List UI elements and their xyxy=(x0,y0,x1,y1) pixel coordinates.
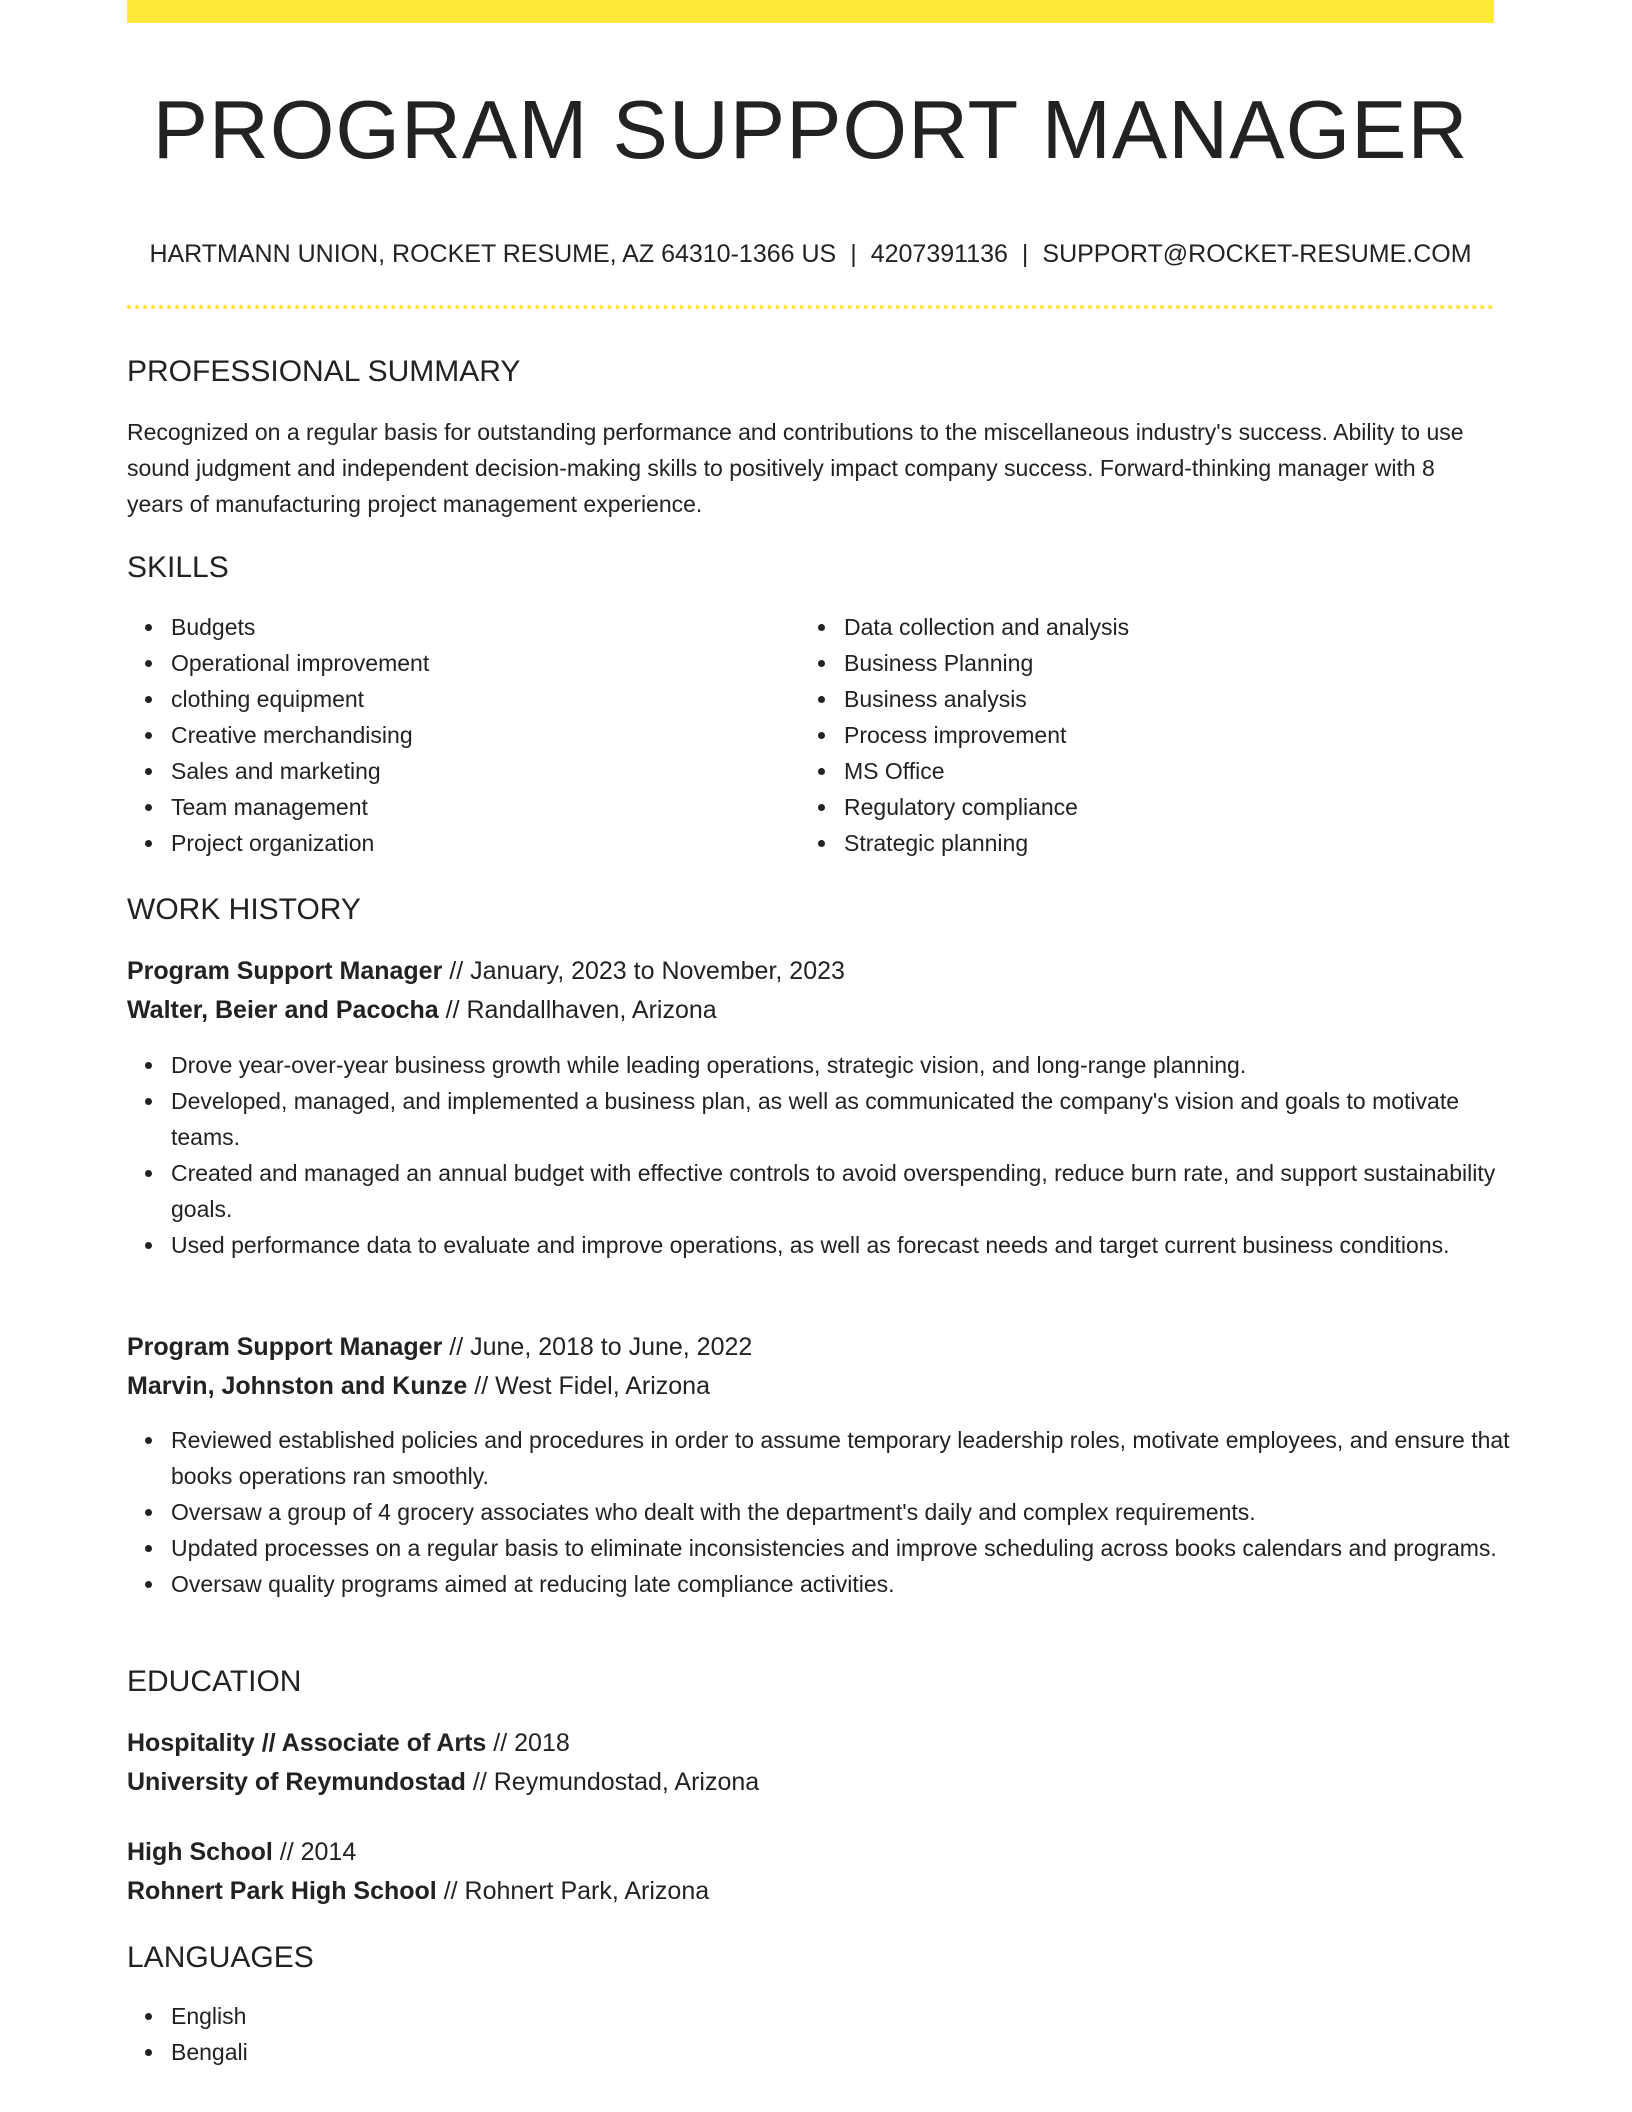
page-title: PROGRAM SUPPORT MANAGER xyxy=(152,83,1469,176)
education-degree: High School xyxy=(127,1838,273,1866)
education-school-line xyxy=(127,1762,759,1802)
job-company: Marvin, Johnston and Kunze xyxy=(127,1372,468,1400)
education-location: // Rohnert Park, Arizona xyxy=(443,1877,710,1905)
job-bullet: Created and managed an annual budget with effective controls to avoid overspending, reduce burn rate, and support sustainability goals. xyxy=(171,1155,1521,1227)
skill-item: Regulatory compliance xyxy=(844,789,1524,825)
summary-text: Recognized on a regular basis for outstanding performance and contributions to the miscellaneous industry's success. Ability to use sound judgment and independent decision-making skills to positively impact company success. Forward-thinking manager with 8 years of manufacturing project management experience. xyxy=(127,419,1464,517)
education-school: University of Reymundostad xyxy=(127,1768,466,1796)
skill-item: Process improvement xyxy=(844,717,1524,753)
job-bullets xyxy=(127,1422,1521,1602)
skill-item: Sales and marketing xyxy=(171,753,811,789)
skill-item: Strategic planning xyxy=(844,825,1524,861)
job-company-line xyxy=(127,990,717,1030)
summary-heading: PROFESSIONAL SUMMARY xyxy=(127,355,521,388)
job-dates: // January, 2023 to November, 2023 xyxy=(449,957,845,985)
separator: | xyxy=(850,240,857,268)
skill-item: clothing equipment xyxy=(171,681,811,717)
contact-line xyxy=(127,234,1494,274)
job-title: Program Support Manager xyxy=(127,957,443,985)
skills-heading: SKILLS xyxy=(127,551,229,584)
job-bullet: Drove year-over-year business growth while leading operations, strategic vision, and long-range planning. xyxy=(171,1047,1521,1083)
job-title-line xyxy=(127,951,845,991)
education-school: Rohnert Park High School xyxy=(127,1877,437,1905)
skill-item: Business analysis xyxy=(844,681,1524,717)
skill-item: Project organization xyxy=(171,825,811,861)
languages-list xyxy=(127,1998,811,2070)
education-degree-line xyxy=(127,1723,570,1763)
separator: | xyxy=(1021,240,1029,268)
job-location: // West Fidel, Arizona xyxy=(474,1372,710,1400)
education-heading: EDUCATION xyxy=(127,1665,302,1698)
education-degree-line xyxy=(127,1832,356,1872)
dotted-divider xyxy=(127,305,1494,309)
job-bullet: Oversaw a group of 4 grocery associates who dealt with the department's daily and complex requirements. xyxy=(171,1494,1521,1530)
skills-list-right xyxy=(800,609,1524,861)
job-company-line xyxy=(127,1366,710,1406)
work-heading: WORK HISTORY xyxy=(127,893,361,926)
job-title-line xyxy=(127,1327,752,1367)
phone-text: 4207391136 xyxy=(870,240,1008,268)
language-item: English xyxy=(171,1998,811,2034)
job-bullet: Updated processes on a regular basis to eliminate inconsistencies and improve scheduling across books calendars and programs. xyxy=(171,1530,1521,1566)
education-school-line xyxy=(127,1871,709,1911)
job-bullet: Used performance data to evaluate and improve operations, as well as forecast needs and target current business conditions. xyxy=(171,1227,1521,1263)
job-bullet: Developed, managed, and implemented a business plan, as well as communicated the company's vision and goals to motivate teams. xyxy=(171,1083,1521,1155)
skill-item: Creative merchandising xyxy=(171,717,811,753)
skill-item: Budgets xyxy=(171,609,811,645)
job-title: Program Support Manager xyxy=(127,1333,443,1361)
address-text: HARTMANN UNION, ROCKET RESUME, AZ 64310-1366 US xyxy=(149,240,837,268)
skills-list-left xyxy=(127,609,811,861)
job-location: // Randallhaven, Arizona xyxy=(445,996,717,1024)
skill-item: MS Office xyxy=(844,753,1524,789)
email-text: SUPPORT@ROCKET-RESUME.COM xyxy=(1042,240,1472,268)
languages-heading: LANGUAGES xyxy=(127,1941,314,1974)
job-bullet: Oversaw quality programs aimed at reducing late compliance activities. xyxy=(171,1566,1521,1602)
skill-item: Team management xyxy=(171,789,811,825)
job-dates: // June, 2018 to June, 2022 xyxy=(449,1333,753,1361)
education-year: // 2014 xyxy=(279,1838,357,1866)
skill-item: Data collection and analysis xyxy=(844,609,1524,645)
language-item: Bengali xyxy=(171,2034,811,2070)
job-bullets xyxy=(127,1047,1521,1263)
skill-item: Operational improvement xyxy=(171,645,811,681)
education-degree: Hospitality // Associate of Arts xyxy=(127,1729,487,1757)
education-location: // Reymundostad, Arizona xyxy=(472,1768,760,1796)
skill-item: Business Planning xyxy=(844,645,1524,681)
accent-bar xyxy=(127,0,1494,23)
job-company: Walter, Beier and Pacocha xyxy=(127,996,439,1024)
education-year: // 2018 xyxy=(493,1729,570,1757)
job-bullet: Reviewed established policies and procedures in order to assume temporary leadership roles, motivate employees, and ensure that books operations ran smoothly. xyxy=(171,1422,1521,1494)
